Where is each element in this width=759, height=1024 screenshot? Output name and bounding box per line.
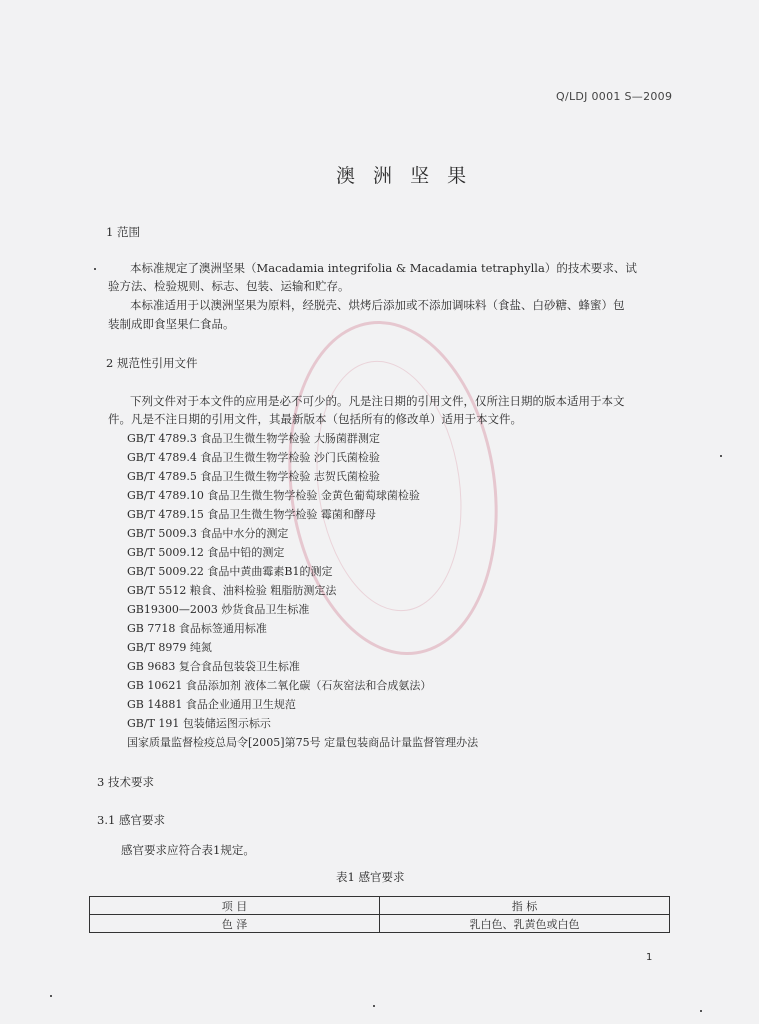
section-1-para-2-line-1: 本标准适用于以澳洲坚果为原料，经脱壳、烘烤后添加或不添加调味料（食盐、白砂糖、蜂蜜）包 <box>130 298 625 312</box>
section-3-heading: 3 技术要求 <box>97 775 154 789</box>
reference-item: GB/T 8979 纯氮 <box>127 641 212 654</box>
reference-item: GB 7718 食品标签通用标准 <box>127 622 267 635</box>
document-title: 澳 洲 坚 果 <box>336 165 473 187</box>
section-3-1-heading: 3.1 感官要求 <box>97 813 165 827</box>
reference-item: 国家质量监督检疫总局令[2005]第75号 定量包装商品计量监督管理办法 <box>127 736 479 749</box>
section-1-para-1-line-2: 验方法、检验规则、标志、包装、运输和贮存。 <box>108 279 350 293</box>
table-header-row <box>90 897 670 915</box>
table-cell: 乳白色、乳黄色或白色 <box>380 915 670 933</box>
reference-item: GB/T 4789.15 食品卫生微生物学检验 霉菌和酵母 <box>127 508 376 521</box>
section-2-intro-line-2: 件。凡是不注日期的引用文件，其最新版本（包括所有的修改单）适用于本文件。 <box>108 412 522 426</box>
scan-speck <box>373 1005 375 1007</box>
reference-item: GB/T 5009.12 食品中铅的测定 <box>127 546 285 559</box>
reference-item: GB/T 5512 粮食、油料检验 粗脂肪测定法 <box>127 584 337 597</box>
scan-speck <box>94 268 96 270</box>
reference-item: GB/T 4789.5 食品卫生微生物学检验 志贺氏菌检验 <box>127 470 380 483</box>
table-caption: 表1 感官要求 <box>336 870 405 884</box>
reference-item: GB/T 4789.4 食品卫生微生物学检验 沙门氏菌检验 <box>127 451 380 464</box>
table-cell: 色 泽 <box>90 915 380 933</box>
page-number: 1 <box>646 952 653 963</box>
section-2-intro-line-1: 下列文件对于本文件的应用是必不可少的。凡是注日期的引用文件，仅所注日期的版本适用于本文 <box>130 394 625 408</box>
sensory-requirements-table <box>89 896 670 933</box>
section-3-1-text: 感官要求应符合表1规定。 <box>121 843 255 857</box>
table-header-cell: 项 目 <box>90 897 380 915</box>
table-row <box>90 915 670 933</box>
reference-item: GB/T 4789.10 食品卫生微生物学检验 金黄色葡萄球菌检验 <box>127 489 420 502</box>
scan-speck <box>50 995 52 997</box>
section-1-heading: 1 范围 <box>106 225 140 239</box>
reference-item: GB 14881 食品企业通用卫生规范 <box>127 698 296 711</box>
scan-speck <box>720 455 722 457</box>
standard-code: Q/LDJ 0001 S—2009 <box>556 90 673 103</box>
reference-item: GB/T 4789.3 食品卫生微生物学检验 大肠菌群测定 <box>127 432 380 445</box>
reference-item: GB/T 5009.22 食品中黄曲霉素B1的测定 <box>127 565 333 578</box>
scan-speck <box>700 1010 702 1012</box>
section-1-para-1-line-1: 本标准规定了澳洲坚果（Macadamia integrifolia & Macadamia tetraphylla）的技术要求、试 <box>130 261 637 275</box>
reference-item: GB19300—2003 炒货食品卫生标准 <box>127 603 310 616</box>
reference-item: GB/T 191 包装储运图示标示 <box>127 717 271 730</box>
section-1-para-2-line-2: 装制成即食坚果仁食品。 <box>108 317 235 331</box>
reference-item: GB/T 5009.3 食品中水分的测定 <box>127 527 289 540</box>
table-header-cell: 指 标 <box>380 897 670 915</box>
section-2-heading: 2 规范性引用文件 <box>106 356 198 370</box>
reference-item: GB 9683 复合食品包装袋卫生标准 <box>127 660 300 673</box>
reference-item: GB 10621 食品添加剂 液体二氧化碳（石灰窑法和合成氨法） <box>127 679 432 692</box>
